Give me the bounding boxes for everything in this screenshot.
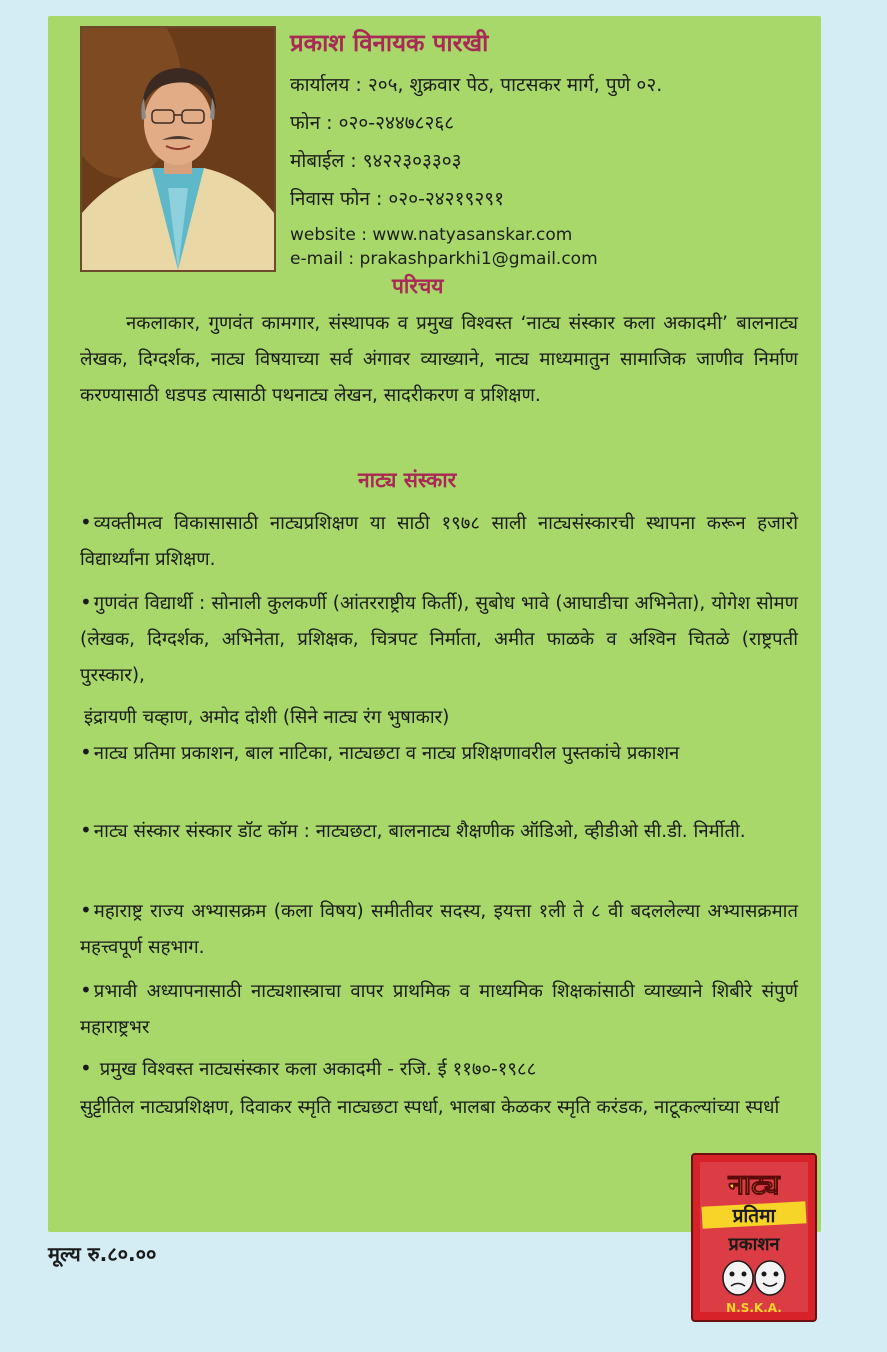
contact-block	[290, 26, 810, 271]
email-text: e-mail : prakashparkhi1@gmail.com	[290, 249, 598, 269]
bullet-dot: •	[80, 818, 92, 842]
bullet-continuation: इंद्रायणी चव्हाण, अमोद दोशी (सिने नाट्य रंग भुषाकार)	[84, 707, 450, 728]
bullet-dot: •	[80, 740, 92, 764]
logo-initials: N.S.K.A.	[726, 1301, 782, 1315]
bullet-text: व्यक्तीमत्व विकासासाठी नाट्यप्रशिक्षण या साठी १९७८ साली नाट्यसंस्कारची स्थापना करून हजारो विद्यार्थ्यांना प्रशिक्षण.	[80, 513, 798, 570]
bullet-item-3	[80, 734, 798, 772]
bullet-item-4	[80, 812, 798, 850]
phone-number: फोन : ०२०-२४४७८२६८	[290, 112, 455, 134]
residence-phone: निवास फोन : ०२०-२४२१९२९१	[290, 188, 504, 210]
office-address: कार्यालय : २०५, शुक्रवार पेठ, पाटसकर मार्ग, पुणे ०२.	[290, 74, 663, 96]
bullet-dot: •	[80, 510, 92, 534]
website-text: website : www.natyasanskar.com	[290, 225, 573, 245]
natya-sanskar-heading: नाट्य संस्कार	[358, 468, 457, 492]
bullet-text: नाट्य संस्कार संस्कार डॉट कॉम : नाट्यछटा, बालनाट्य शैक्षणीक ऑडिओ, व्हीडीओ सी.डी. निर्मीती.	[93, 821, 746, 842]
intro-heading: परिचय	[392, 274, 444, 298]
bullet-item-7	[80, 1050, 798, 1088]
bullet-text: महाराष्ट्र राज्य अभ्यासक्रम (कला विषय) समीतीवर सदस्य, इयत्ता १ली ते ८ वी बदललेल्या अभ्यासक्रमात महत्त्वपूर्ण सहभाग.	[80, 901, 798, 958]
bullet-text: प्रमुख विश्वस्त नाट्यसंस्कार कला अकादमी - रजि. ई ११७०-१९८८	[99, 1059, 537, 1080]
bullet-item-1	[80, 504, 798, 578]
bullet-text: प्रभावी अध्यापनासाठी नाट्यशास्त्राचा वापर प्राथमिक व माध्यमिक शिक्षकांसाठी व्याख्याने शिबीरे संपुर्ण महाराष्ट्रभर	[80, 981, 798, 1038]
publisher-logo	[688, 1150, 820, 1325]
bullet-text: नाट्य प्रतिमा प्रकाशन, बाल नाटिका, नाट्यछटा व नाट्य प्रशिक्षणावरील पुस्तकांचे प्रकाशन	[93, 743, 680, 764]
mobile-number: मोबाईल : ९४२२३०३३०३	[290, 150, 462, 172]
logo-line-3: प्रकाशन	[728, 1234, 780, 1255]
bullet-dot: •	[80, 898, 92, 922]
bullet-text: गुणवंत विद्यार्थी : सोनाली कुलकर्णी (आंतरराष्ट्रीय किर्ती), सुबोध भावे (आघाडीचा अभिनेता), योगेश सोमण (लेखक, दिग्दर्शक, अभिनेता, प्रशिक्षक, चित्रपट निर्माता, अमीत फाळके व अश्विन चितळे (राष्ट्रपती पुरस्कार),	[80, 593, 798, 686]
bullet-item-2	[80, 584, 798, 694]
logo-line-2: प्रतिमा	[732, 1205, 776, 1227]
logo-line-1: नाट्य	[728, 1168, 780, 1201]
closing-paragraph: सुट्टीतिल नाट्यप्रशिक्षण, दिवाकर स्मृति नाट्यछटा स्पर्धा, भालबा केळकर स्मृति करंडक, नाटूकल्यांच्या स्पर्धा	[80, 1097, 780, 1118]
author-photo	[80, 26, 276, 272]
bullet-item-5	[80, 892, 798, 966]
bullet-dot: •	[80, 1056, 92, 1080]
bullet-dot: •	[80, 590, 92, 614]
price-label: मूल्य रु.८०.००	[48, 1242, 157, 1266]
bullet-item-6	[80, 972, 798, 1046]
author-name: प्रकाश विनायक पारखी	[290, 29, 489, 57]
bullet-dot: •	[80, 978, 92, 1002]
intro-paragraph: नकलाकार, गुणवंत कामगार, संस्थापक व प्रमुख विश्वस्त ‘नाट्य संस्कार कला अकादमी’ बालनाट्य लेखक, दिग्दर्शक, नाट्य विषयाच्या सर्व अंगावर व्याख्याने, नाट्य माध्यमातुन सामाजिक जाणीव निर्माण करण्यासाठी धडपड त्यासाठी पथनाट्य लेखन, सादरीकरण व प्रशिक्षण.	[80, 313, 798, 406]
